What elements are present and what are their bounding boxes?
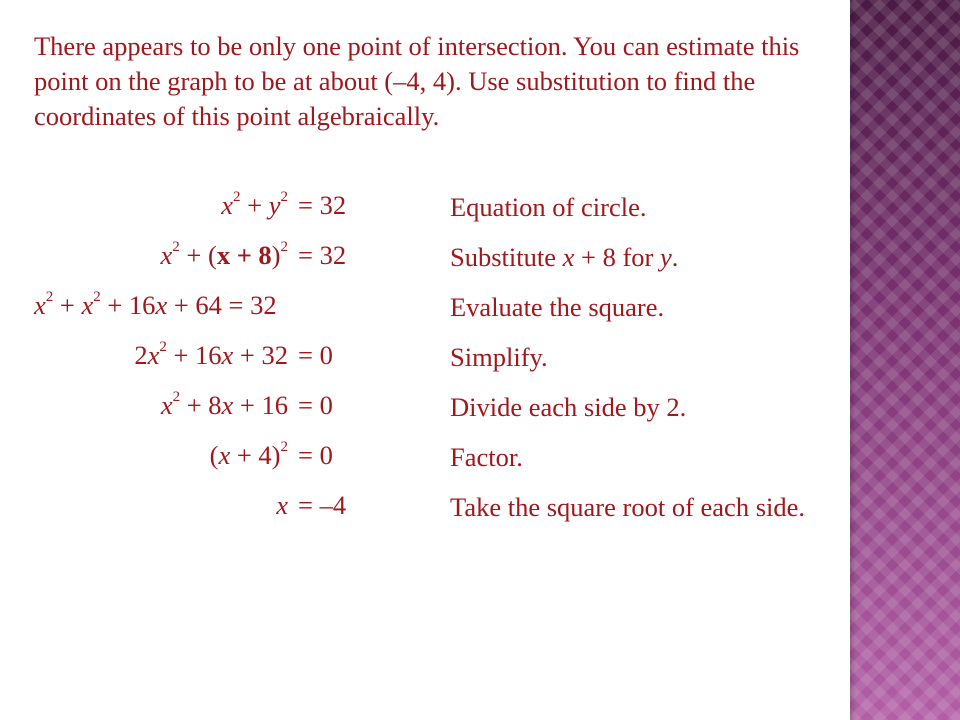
equation-row-6 [0, 440, 850, 476]
equation-explanation: Substitute x + 8 for y. [450, 242, 679, 272]
decorative-sidebar [850, 0, 960, 720]
sidebar-edge-shadow [850, 0, 856, 720]
equation-lhs: x [276, 490, 288, 520]
equation-rhs: = –4 [298, 490, 347, 520]
equation-lhs: $(x + 4)^2$ [209, 439, 288, 470]
equation-rhs: = 0 [298, 340, 333, 370]
equation-row-1 [0, 190, 850, 226]
equation-explanation: Factor. [450, 442, 523, 472]
equation-rhs: = 32 [298, 240, 347, 270]
equation-explanation: Take the square root of each side. [450, 492, 806, 522]
equation-row-5 [0, 390, 850, 426]
intro-paragraph: There appears to be only one point of intersection. You can estimate this point on the graph to be at about (–4, 4). Use substitution to find the coordinates of this point algebraically. [34, 31, 800, 131]
equation-row-3 [0, 290, 850, 326]
equation-row-2 [0, 240, 850, 276]
equation-rhs: = 0 [298, 440, 333, 470]
equation-explanation: Evaluate the square. [450, 292, 665, 322]
equation-lhs: $x^2 + (x + 8)^2$ [160, 239, 288, 270]
equation-rhs: = 0 [298, 390, 333, 420]
equation-lhs: $x^2 + 8x + 16$ [160, 389, 288, 420]
equation-explanation: Equation of circle. [450, 192, 647, 222]
equation-explanation: Simplify. [450, 342, 548, 372]
equation-explanation: Divide each side by 2. [450, 392, 687, 422]
equation-row-7 [0, 490, 850, 560]
equation-rhs: = 32 [298, 190, 347, 220]
equation-lhs: $x^2 + x^2 + 16x + 64 = 32$ [34, 289, 277, 320]
equation-row-4 [0, 340, 850, 376]
equation-lhs: $2x^2 + 16x + 32$ [134, 339, 288, 370]
equation-lhs: $x^2 + y^2$ [221, 189, 288, 220]
